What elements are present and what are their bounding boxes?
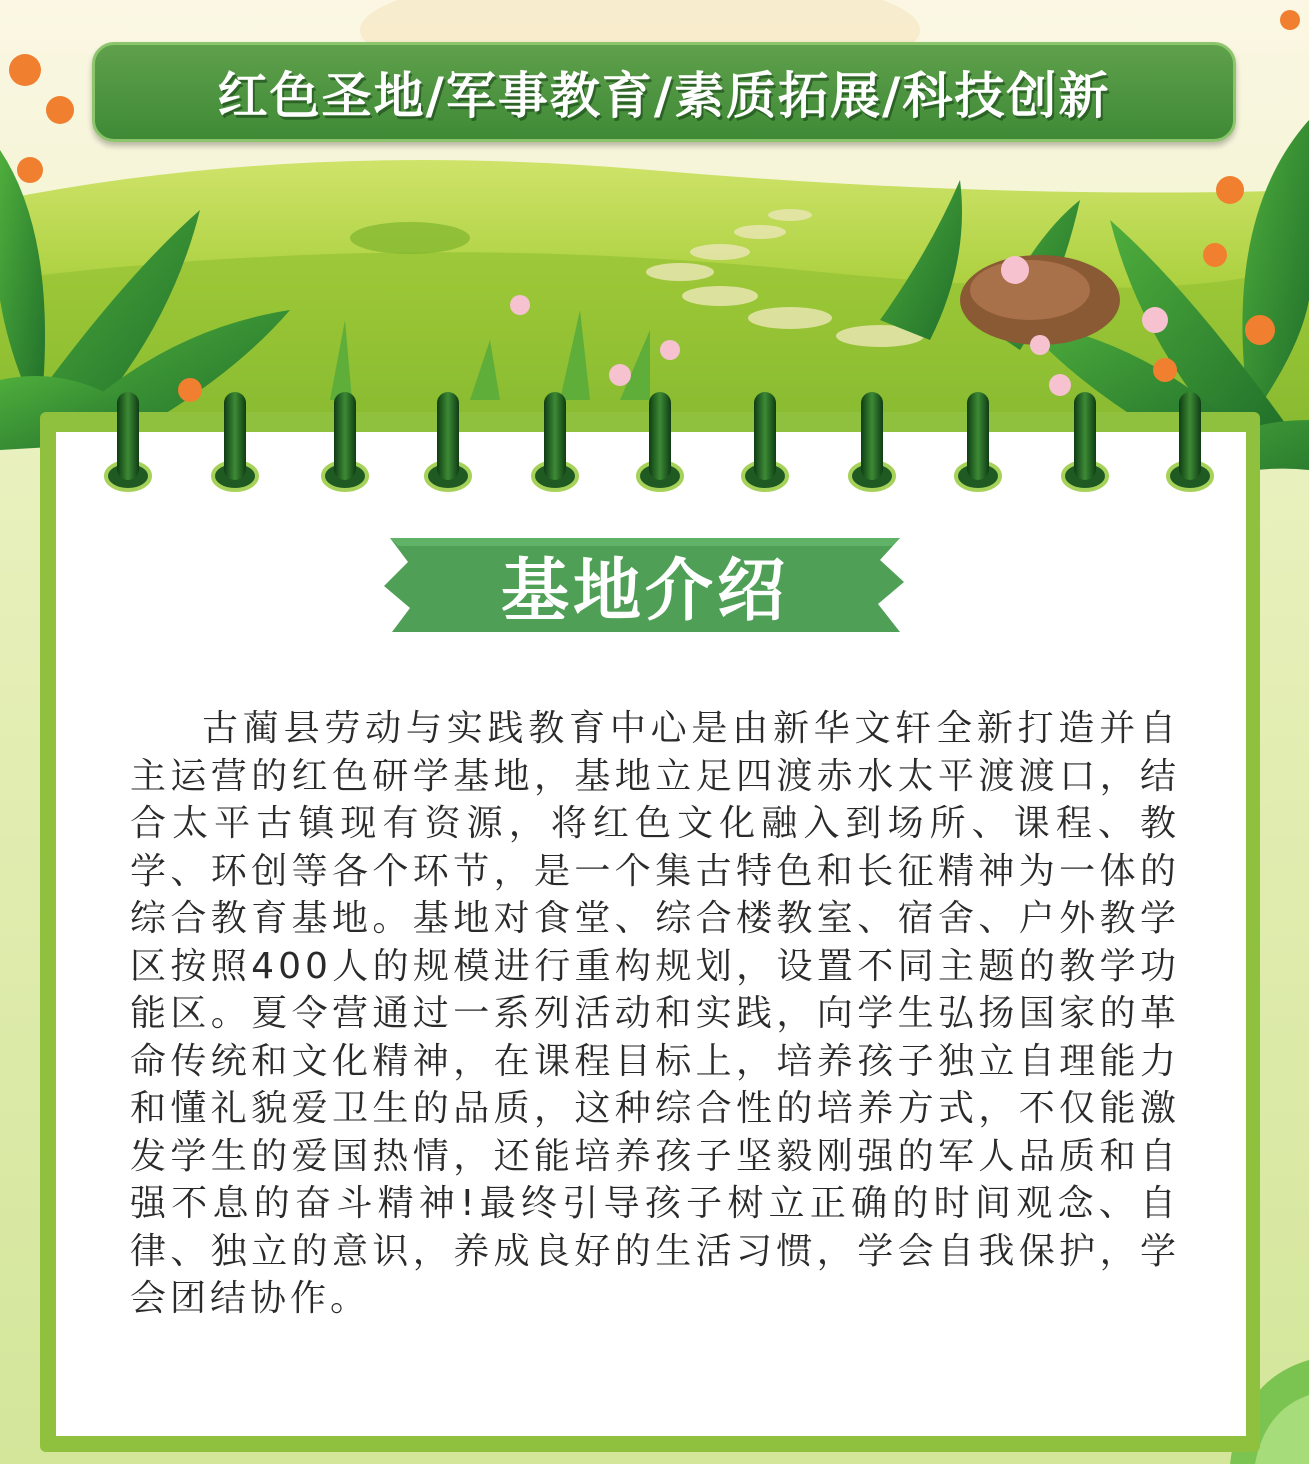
- section-title: 基地介绍: [500, 551, 789, 631]
- slogan-text: 红色圣地/军事教育/素质拓展/科技创新: [217, 67, 1111, 125]
- binding-ring: [1168, 392, 1212, 490]
- spiral-binding: [0, 0, 1309, 520]
- binding-ring: [1063, 392, 1107, 490]
- binding-ring: [213, 392, 257, 490]
- binding-ring: [323, 392, 367, 490]
- binding-ring: [956, 392, 1000, 490]
- binding-ring: [850, 392, 894, 490]
- intro-paragraph: 古蔺县劳动与实践教育中心是由新华文轩全新打造并自主运营的红色研学基地，基地立足四渡赤水太平渡渡口，结合太平古镇现有资源，将红色文化融入到场所、课程、教学、环创等各个环节，是一个集古特色和长征精神为一体的综合教育基地。基地对食堂、综合楼教室、宿舍、户外教学区按照400人的规模进行重构规划，设置不同主题的教学功能区。夏令营通过一系列活动和实践，向学生弘扬国家的革命传统和文化精神，在课程目标上，培养孩子独立自理能力和懂礼貌爱卫生的品质，这种综合性的培养方式，不仅能激发学生的爱国热情，还能培养孩子坚毅刚强的军人品质和自强不息的奋斗精神!最终引导孩子树立正确的时间观念、自律、独立的意识，养成良好的生活习惯，学会自我保护，学会团结协作。: [130, 708, 1180, 1319]
- binding-ring: [743, 392, 787, 490]
- binding-ring: [106, 392, 150, 490]
- binding-ring: [533, 392, 577, 490]
- binding-ring: [426, 392, 470, 490]
- binding-ring: [638, 392, 682, 490]
